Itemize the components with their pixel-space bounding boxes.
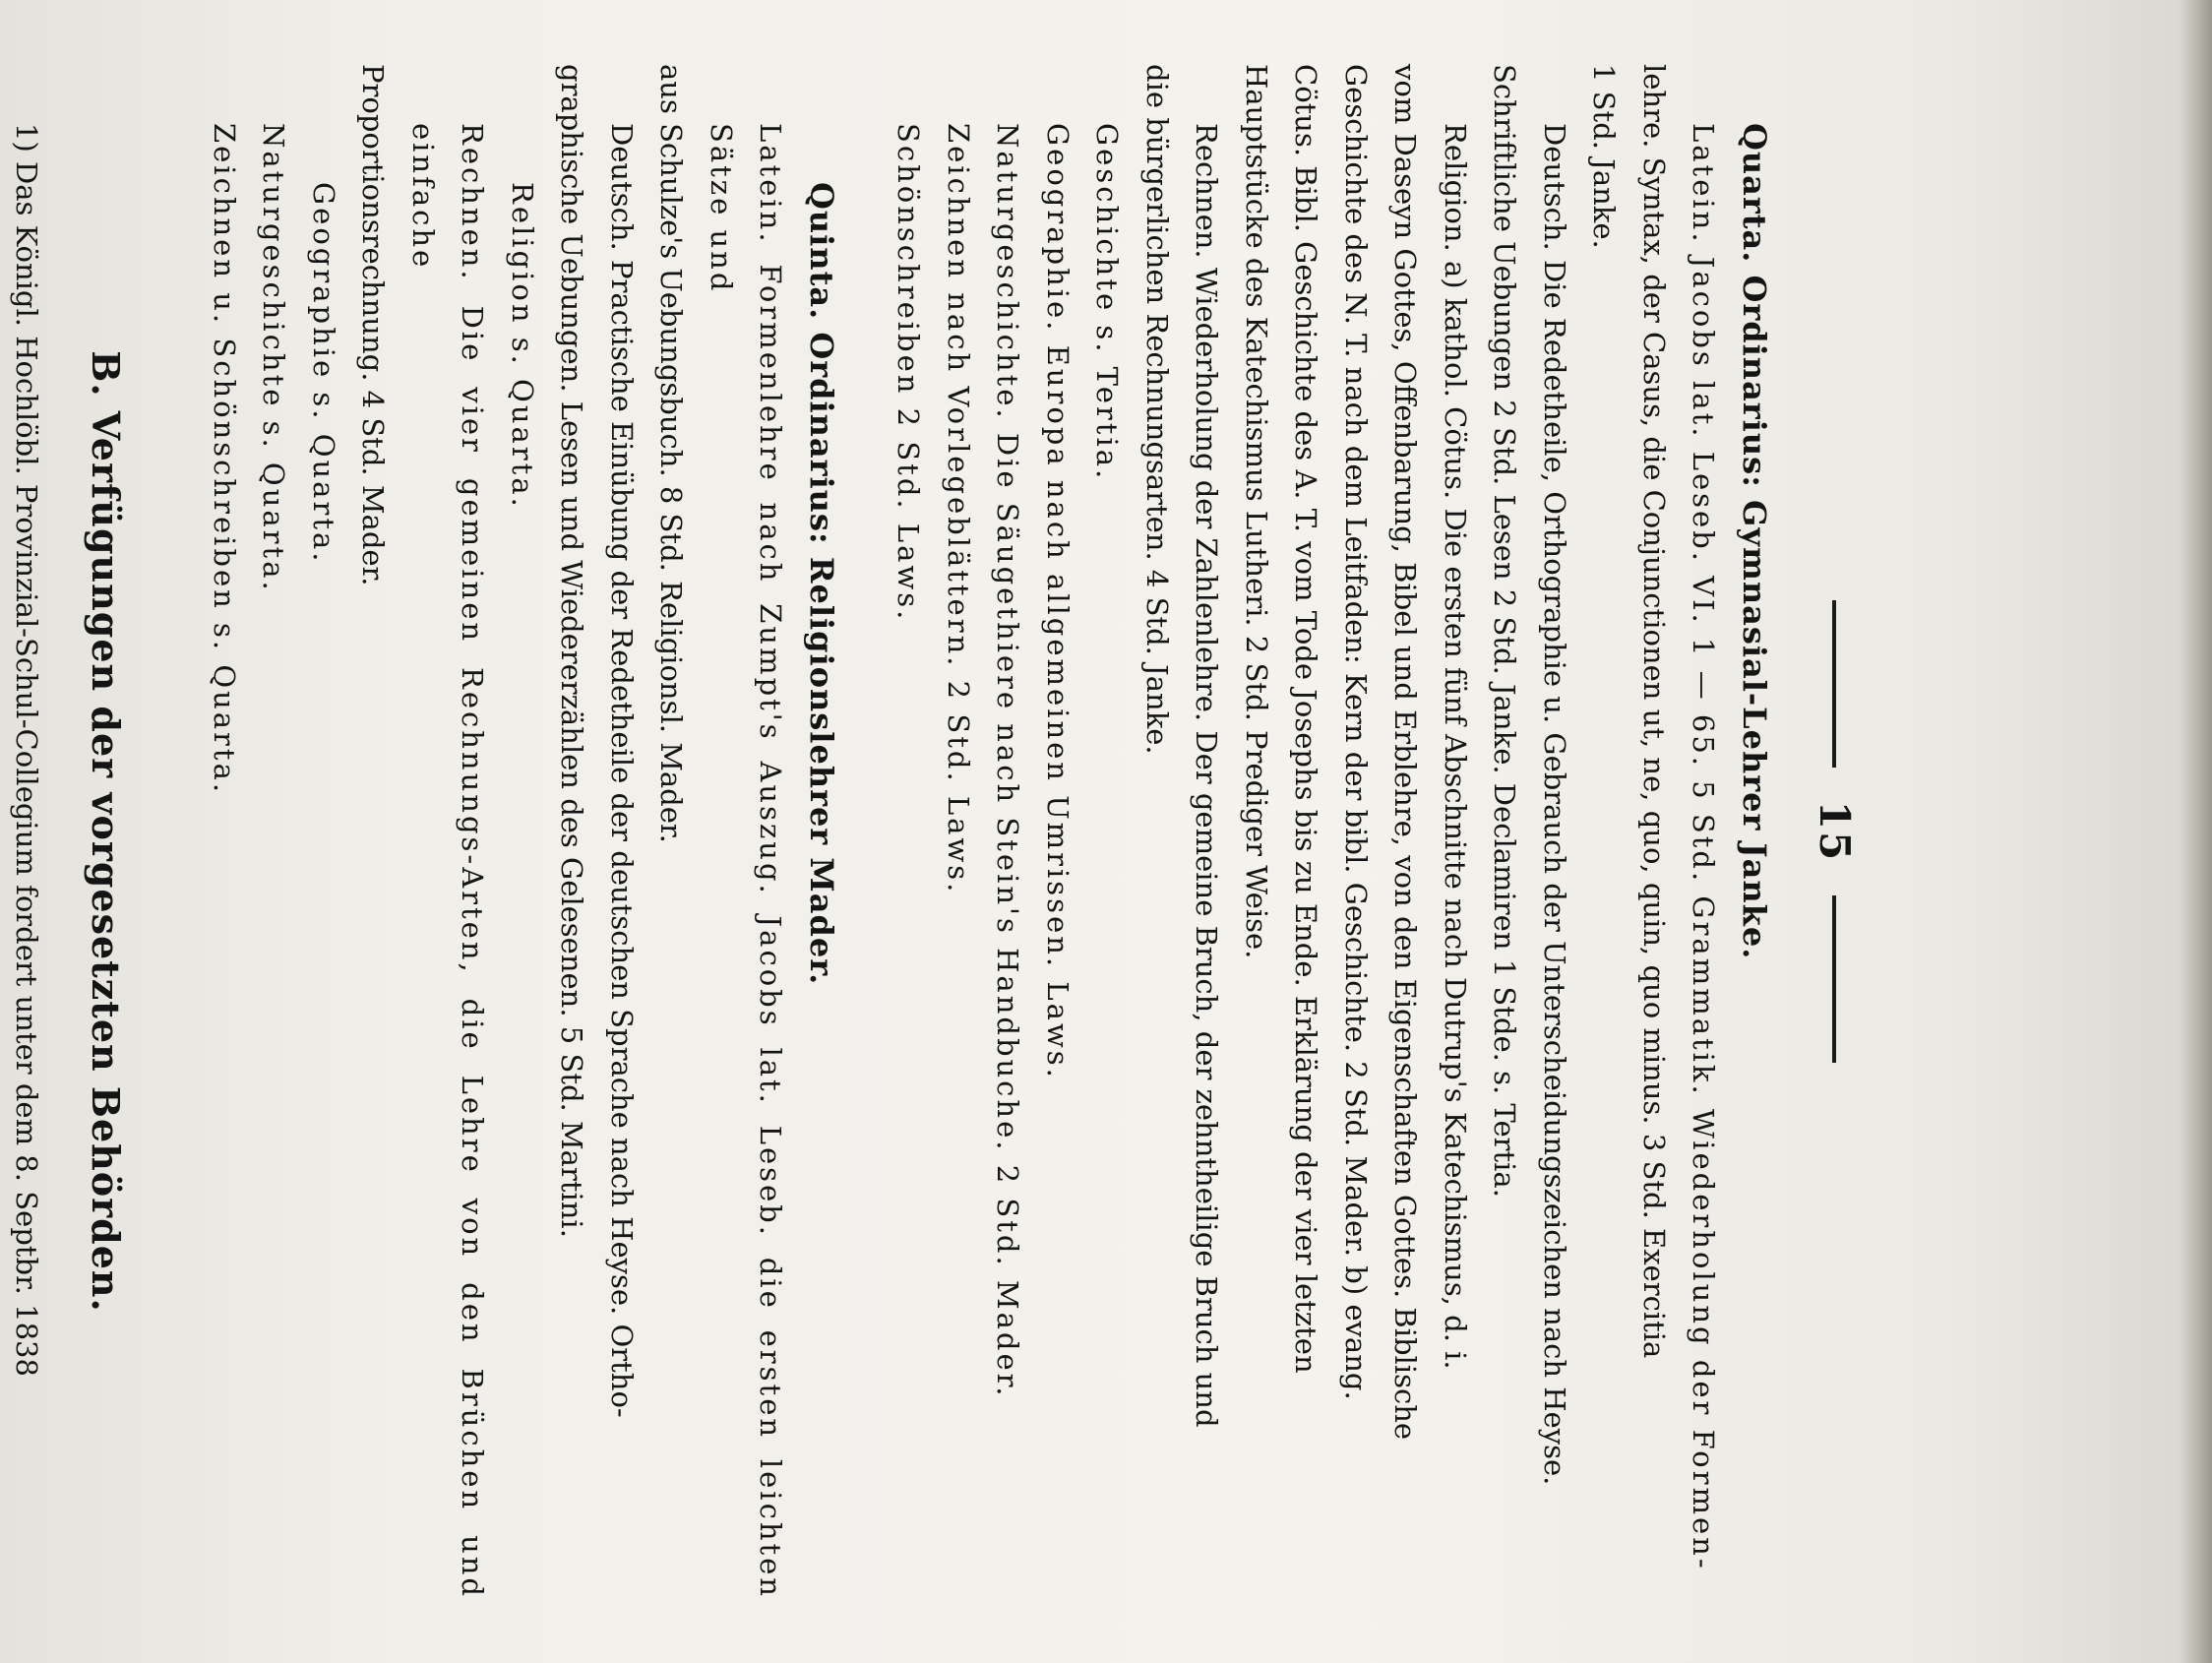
quinta-line: Zeichnen u. Schönschreiben s. Quarta. bbox=[208, 123, 241, 796]
quarta-line: Geschichte s. Tertia. bbox=[1090, 123, 1125, 482]
book-gutter bbox=[2179, 0, 2212, 1663]
quarta-line: Geschichte des N. T. nach dem Leitfaden: Kern der bibl. Geschichte. 2 Std. Mader. b) evang. bbox=[1339, 64, 1373, 1400]
quinta-line: Rechnen. Die vier gemeinen Rechnungs-Arten, die Lehre von den Brüchen und einfache bbox=[406, 123, 490, 1599]
header-rule-right bbox=[1832, 895, 1836, 1063]
header-rule-left bbox=[1832, 600, 1836, 768]
quarta-line: lehre. Syntax, der Casus, die Conjunctionen ut, ne, quo, quin, quo minus. 3 Std. Exercitia bbox=[1637, 64, 1671, 1359]
quarta-line: Schönschreiben 2 Std. Laws. bbox=[891, 123, 926, 623]
section-b-body bbox=[0, 64, 51, 1599]
quarta-line: Geographie. Europa nach allgemeinen Umrissen. Laws. bbox=[1041, 123, 1075, 1080]
quarta-line: Schriftliche Uebungen 2 Std. Lesen 2 Std. Janke. Declamiren 1 Stde. s. Tertia. bbox=[1488, 64, 1522, 1198]
quinta-line: Deutsch. Practische Einübung der Redetheile der deutschen Sprache nach Heyse. Ortho- bbox=[605, 123, 639, 1418]
quarta-section bbox=[884, 64, 1779, 1599]
section-b-line: 1) Das Königl. Hochlöbl. Provinzial-Schul-Collegium fordert unter dem 8. Septbr. 1838 bbox=[10, 123, 43, 1377]
quinta-line: Latein. Formenlehre nach Zumpt's Auszug. Jacobs lat. Leseb. die ersten leichten Sätze und bbox=[705, 123, 788, 1599]
quinta-line: Religion s. Quarta. bbox=[506, 182, 539, 510]
quinta-line: aus Schulze's Uebungsbuch. 8 Std. Religionsl. Mader. bbox=[654, 64, 689, 843]
quarta-line: Rechnen. Wiederholung der Zahlenlehre. Der gemeine Bruch, der zehntheilige Bruch und bbox=[1190, 123, 1224, 1428]
quarta-line: vom Daseyn Gottes, Offenbarung, Bibel und Erblehre, von den Eigenschaften Gottes. Biblische bbox=[1388, 64, 1423, 1441]
quarta-line: Cötus. Bibl. Geschichte des A. T. vom Tode Josephs bis zu Ende. Erklärung der vier letzten bbox=[1289, 64, 1323, 1374]
quarta-line: Hauptstücke des Katechismus Lutheri. 2 Std. Prediger Weise. bbox=[1240, 64, 1273, 959]
quinta-line: Proportionsrechnung. 4 Std. Mader. bbox=[356, 64, 391, 586]
quarta-line: Naturgeschichte. Die Säugethiere nach Stein's Handbuche. 2 Std. Mader. bbox=[991, 123, 1025, 1399]
page-number: 15 bbox=[1811, 800, 1860, 863]
quarta-line: Latein. Jacobs lat. Leseb. VI. 1 — 65. 5 Std. Grammatik. Wiederholung der Formen- bbox=[1687, 123, 1721, 1571]
quinta-section bbox=[200, 64, 847, 1599]
quarta-line: die bürgerlichen Rechnungsarten. 4 Std. Janke. bbox=[1140, 64, 1174, 755]
quarta-line: 1 Std. Janke. bbox=[1587, 64, 1622, 249]
quarta-heading: Quarta. Ordinarius: Gymnasial-Lehrer Janke. bbox=[1736, 123, 1773, 960]
quinta-line: Naturgeschichte s. Quarta. bbox=[257, 123, 291, 593]
page-header bbox=[1805, 64, 1864, 1599]
rotated-page-content bbox=[0, 64, 1864, 1599]
section-b-title: B. Verfügungen der vorgesetzten Behörden. bbox=[84, 350, 129, 1313]
quarta-line: Zeichnen nach Vorlegeblättern. 2 Std. Laws. bbox=[942, 123, 975, 895]
quarta-line: Religion. a) kathol. Cötus. Die ersten fünf Abschnitte nach Dutrup's Katechismus, d. i. bbox=[1439, 123, 1472, 1370]
quinta-heading: Quinta. Ordinarius: Religionslehrer Mader. bbox=[803, 182, 840, 986]
quinta-line: Geographie s. Quarta. bbox=[307, 182, 340, 565]
quinta-line: graphische Uebungen. Lesen und Wiedererzählen des Gelesenen. 5 Std. Martini. bbox=[555, 64, 589, 1238]
quarta-line: Deutsch. Die Redetheile, Orthographie u. Gebrauch der Unterscheidungszeichen nach Heyse. bbox=[1538, 123, 1571, 1486]
